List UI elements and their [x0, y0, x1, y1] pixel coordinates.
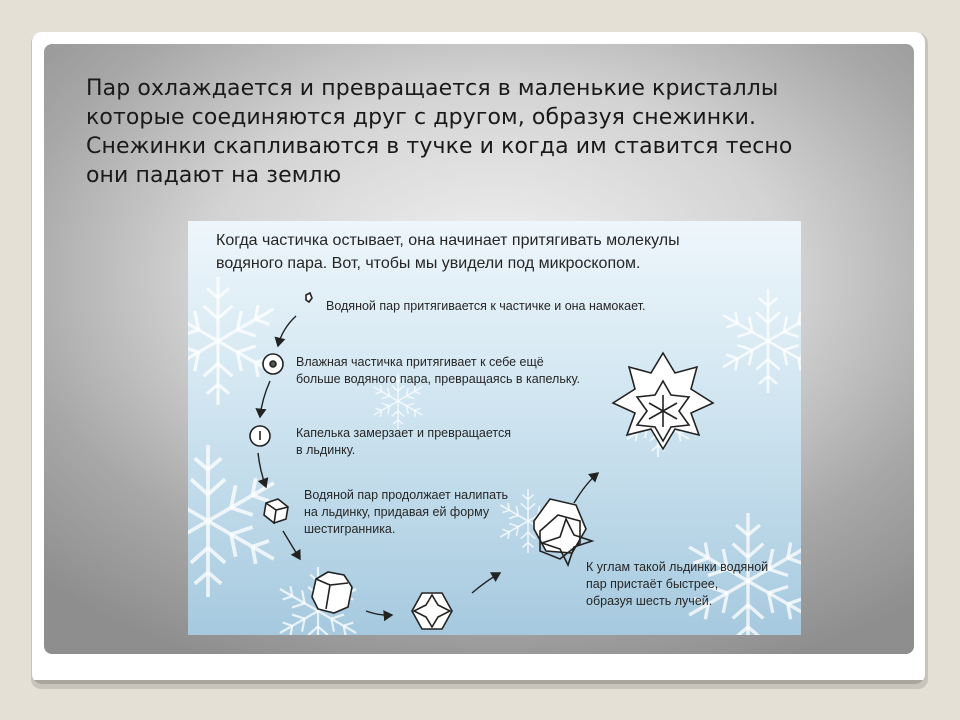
step-1-caption	[326, 298, 645, 315]
slide-content-area	[44, 44, 914, 654]
step-caption-line: Водяной пар притягивается к частичке и она намокает.	[326, 299, 646, 313]
step-caption-line: шестигранника.	[304, 522, 396, 536]
body-line: они падают на землю	[86, 163, 342, 188]
body-line: Снежинки скапливаются в тучке и когда им ставится тесно	[86, 134, 793, 159]
slide-bottom-border	[32, 680, 925, 684]
step-caption-line: К углам такой льдинки водяной	[586, 560, 769, 574]
body-line: которые соединяются друг с другом, образуя снежинки.	[86, 105, 757, 130]
slide	[32, 32, 925, 684]
step-caption-line: Влажная частичка притягивает к себе ещё	[296, 355, 544, 369]
step-5-caption	[586, 559, 768, 610]
picture-title	[216, 229, 786, 275]
step-caption-line: образуя шесть лучей.	[586, 594, 713, 608]
step-caption-line: больше водяного пара, превращаясь в капельку.	[296, 372, 580, 386]
step-2-caption	[296, 354, 580, 388]
step-caption-line: на льдинку, придавая ей форму	[304, 505, 490, 519]
slide-body-text	[86, 74, 925, 190]
snowflake-formation-picture	[188, 221, 801, 635]
picture-title-line: Когда частичка остывает, она начинает притягивать молекулы	[216, 232, 680, 249]
step-3-caption	[296, 425, 511, 459]
step-caption-line: Капелька замерзает и превращается	[296, 426, 512, 440]
step-caption-line: пар пристаёт быстрее,	[586, 577, 719, 591]
picture-title-line: водяного пара. Вот, чтобы мы увидели под микроскопом.	[216, 255, 641, 272]
step-4-caption	[304, 487, 508, 538]
body-line: Пар охлаждается и превращается в маленькие кристаллы	[86, 76, 779, 101]
step-caption-line: в льдинку.	[296, 443, 356, 457]
step-caption-line: Водяной пар продолжает налипать	[304, 488, 509, 502]
